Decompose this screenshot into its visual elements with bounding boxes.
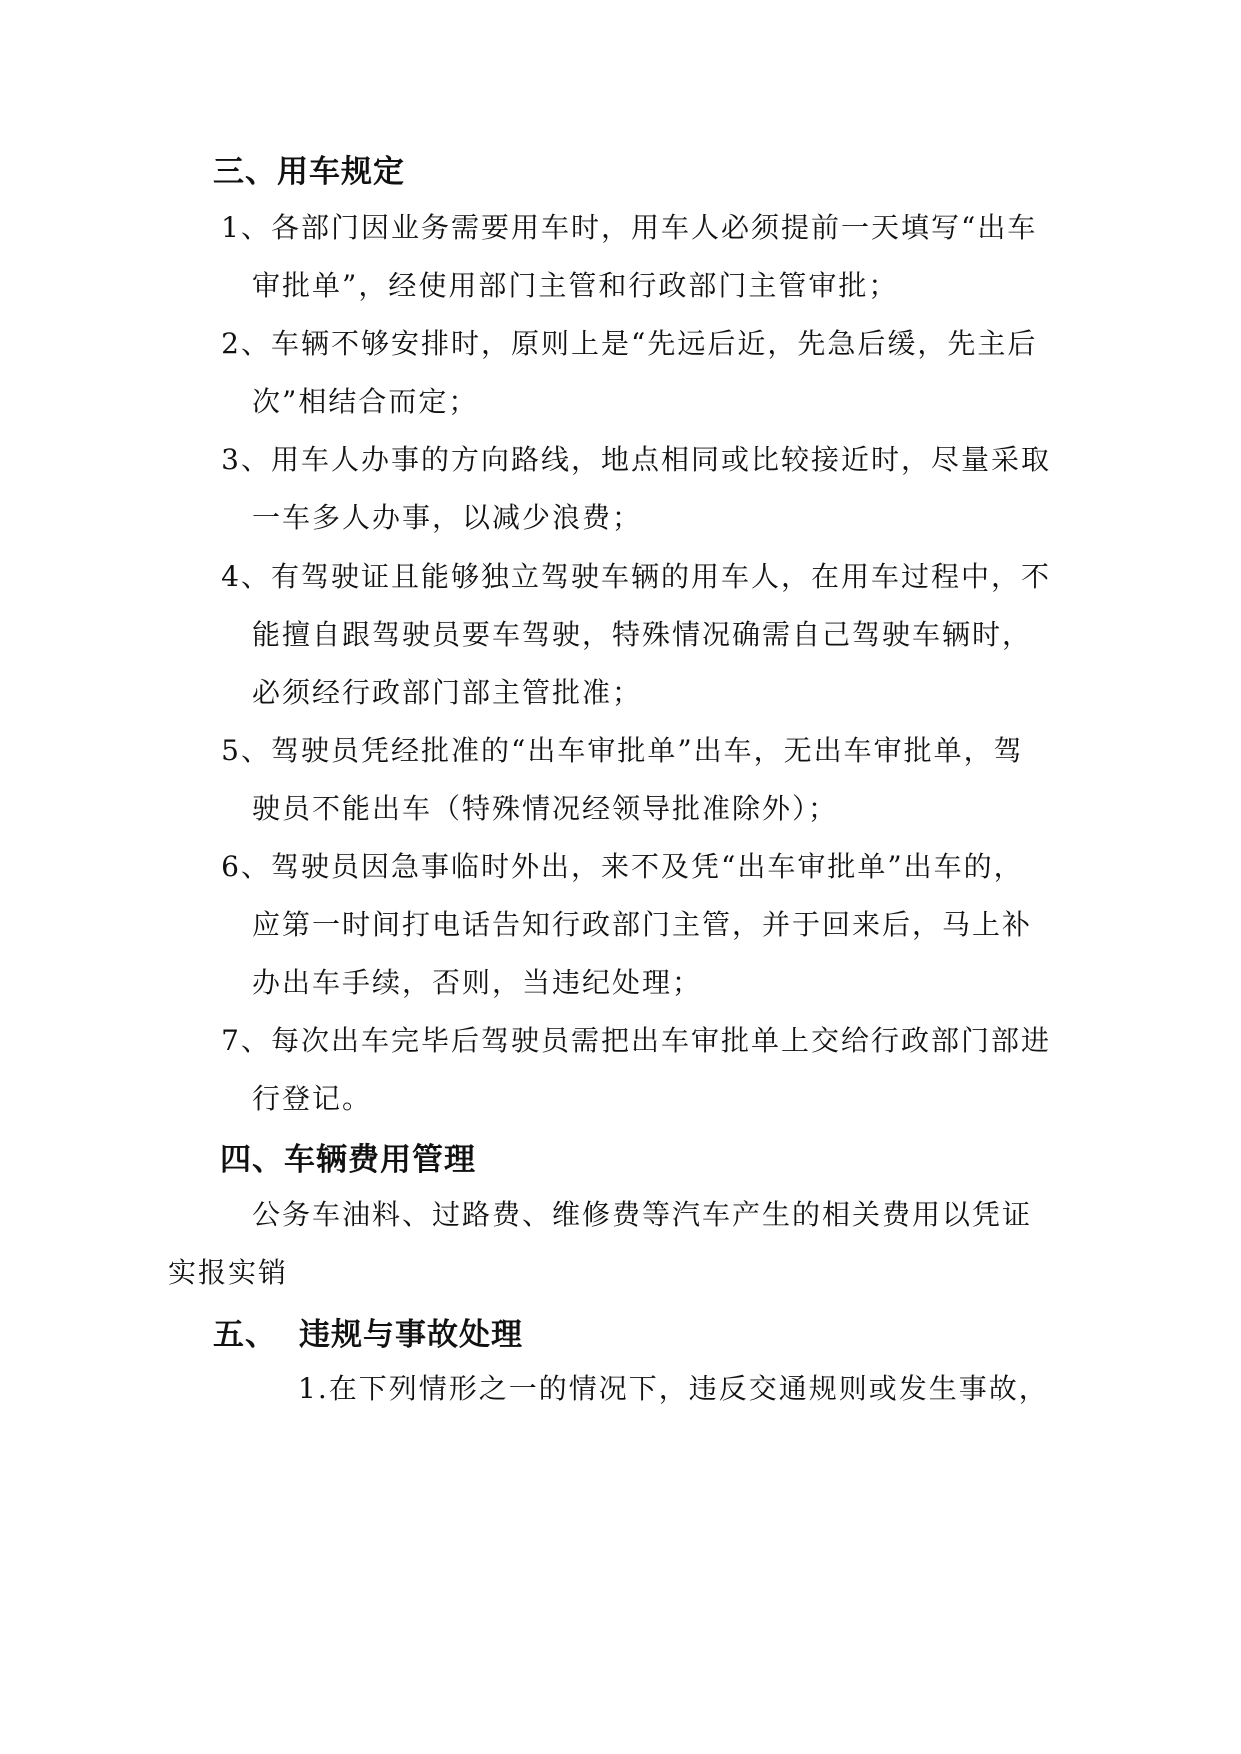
list-item-1-line-1: [213, 206, 1037, 246]
list-item-5-line-1: [213, 729, 1024, 769]
section-3-heading: 三、用车规定: [213, 154, 405, 190]
list-item-6-line-1: [213, 845, 1024, 885]
list-item-2-line-2: 次”相结合而定；: [252, 385, 479, 418]
list-item-7-number: 7: [221, 1024, 241, 1057]
list-item-5-text: 、驾驶员凭经批准的“出车审批单”出车，无出车审批单，驾: [241, 734, 1024, 767]
list-item-1-number: 1: [221, 211, 241, 244]
list-item-2-text: 、车辆不够安排时，原则上是“先远后近，先急后缓，先主后: [241, 327, 1038, 360]
list-item-7-text: 、每次出车完毕后驾驶员需把出车审批单上交给行政部门部进: [241, 1024, 1052, 1057]
list-item-5-line-2: 驶员不能出车（特殊情况经领导批准除外）；: [252, 792, 839, 825]
list-item-4-line-2: 能擅自跟驾驶员要车驾驶，特殊情况确需自己驾驶车辆时，: [252, 618, 1033, 651]
section-5-heading: [213, 1309, 523, 1354]
list-item-5-number: 5: [221, 734, 241, 767]
list-item-4-line-3: 必须经行政部门部主管批准；: [252, 676, 643, 709]
list-item-6-number: 6: [221, 850, 241, 883]
section-5-heading-text: 违规与事故处理: [299, 1317, 523, 1353]
section-5-paragraph-line-1: 1.在下列情形之一的情况下，违反交通规则或发生事故，: [298, 1372, 1049, 1405]
list-item-4-text: 、有驾驶证且能够独立驾驶车辆的用车人，在用车过程中，不: [241, 560, 1052, 593]
list-item-3-text: 、用车人办事的方向路线，地点相同或比较接近时，尽量采取: [241, 443, 1052, 476]
list-item-3-number: 3: [221, 443, 241, 476]
section-4-paragraph-line-2: 实报实销: [168, 1256, 289, 1289]
list-item-7-line-1: [213, 1019, 1051, 1059]
list-item-3-line-1: [213, 438, 1051, 478]
section-5-heading-number: 五、: [213, 1317, 277, 1353]
list-item-6-text: 、驾驶员因急事临时外出，来不及凭“出车审批单”出车的，: [241, 850, 1024, 883]
list-item-1-line-2: 审批单”，经使用部门主管和行政部门主管审批；: [252, 269, 899, 302]
list-item-6-line-2: 应第一时间打电话告知行政部门主管，并于回来后，马上补: [252, 908, 1033, 941]
list-item-4-number: 4: [221, 560, 241, 593]
list-item-6-line-3: 办出车手续，否则，当违纪处理；: [252, 966, 703, 999]
list-item-4-line-1: [213, 555, 1051, 595]
list-item-3-line-2: 一车多人办事，以减少浪费；: [252, 501, 643, 534]
list-item-2-number: 2: [221, 327, 241, 360]
section-4-paragraph-line-1: 公务车油料、过路费、维修费等汽车产生的相关费用以凭证: [252, 1198, 1033, 1231]
list-item-2-line-1: [213, 322, 1037, 362]
list-item-1-text: 、各部门因业务需要用车时，用车人必须提前一天填写“出车: [241, 211, 1038, 244]
section-4-heading: 四、车辆费用管理: [220, 1142, 476, 1178]
list-item-7-line-2: 行登记。: [252, 1082, 373, 1115]
